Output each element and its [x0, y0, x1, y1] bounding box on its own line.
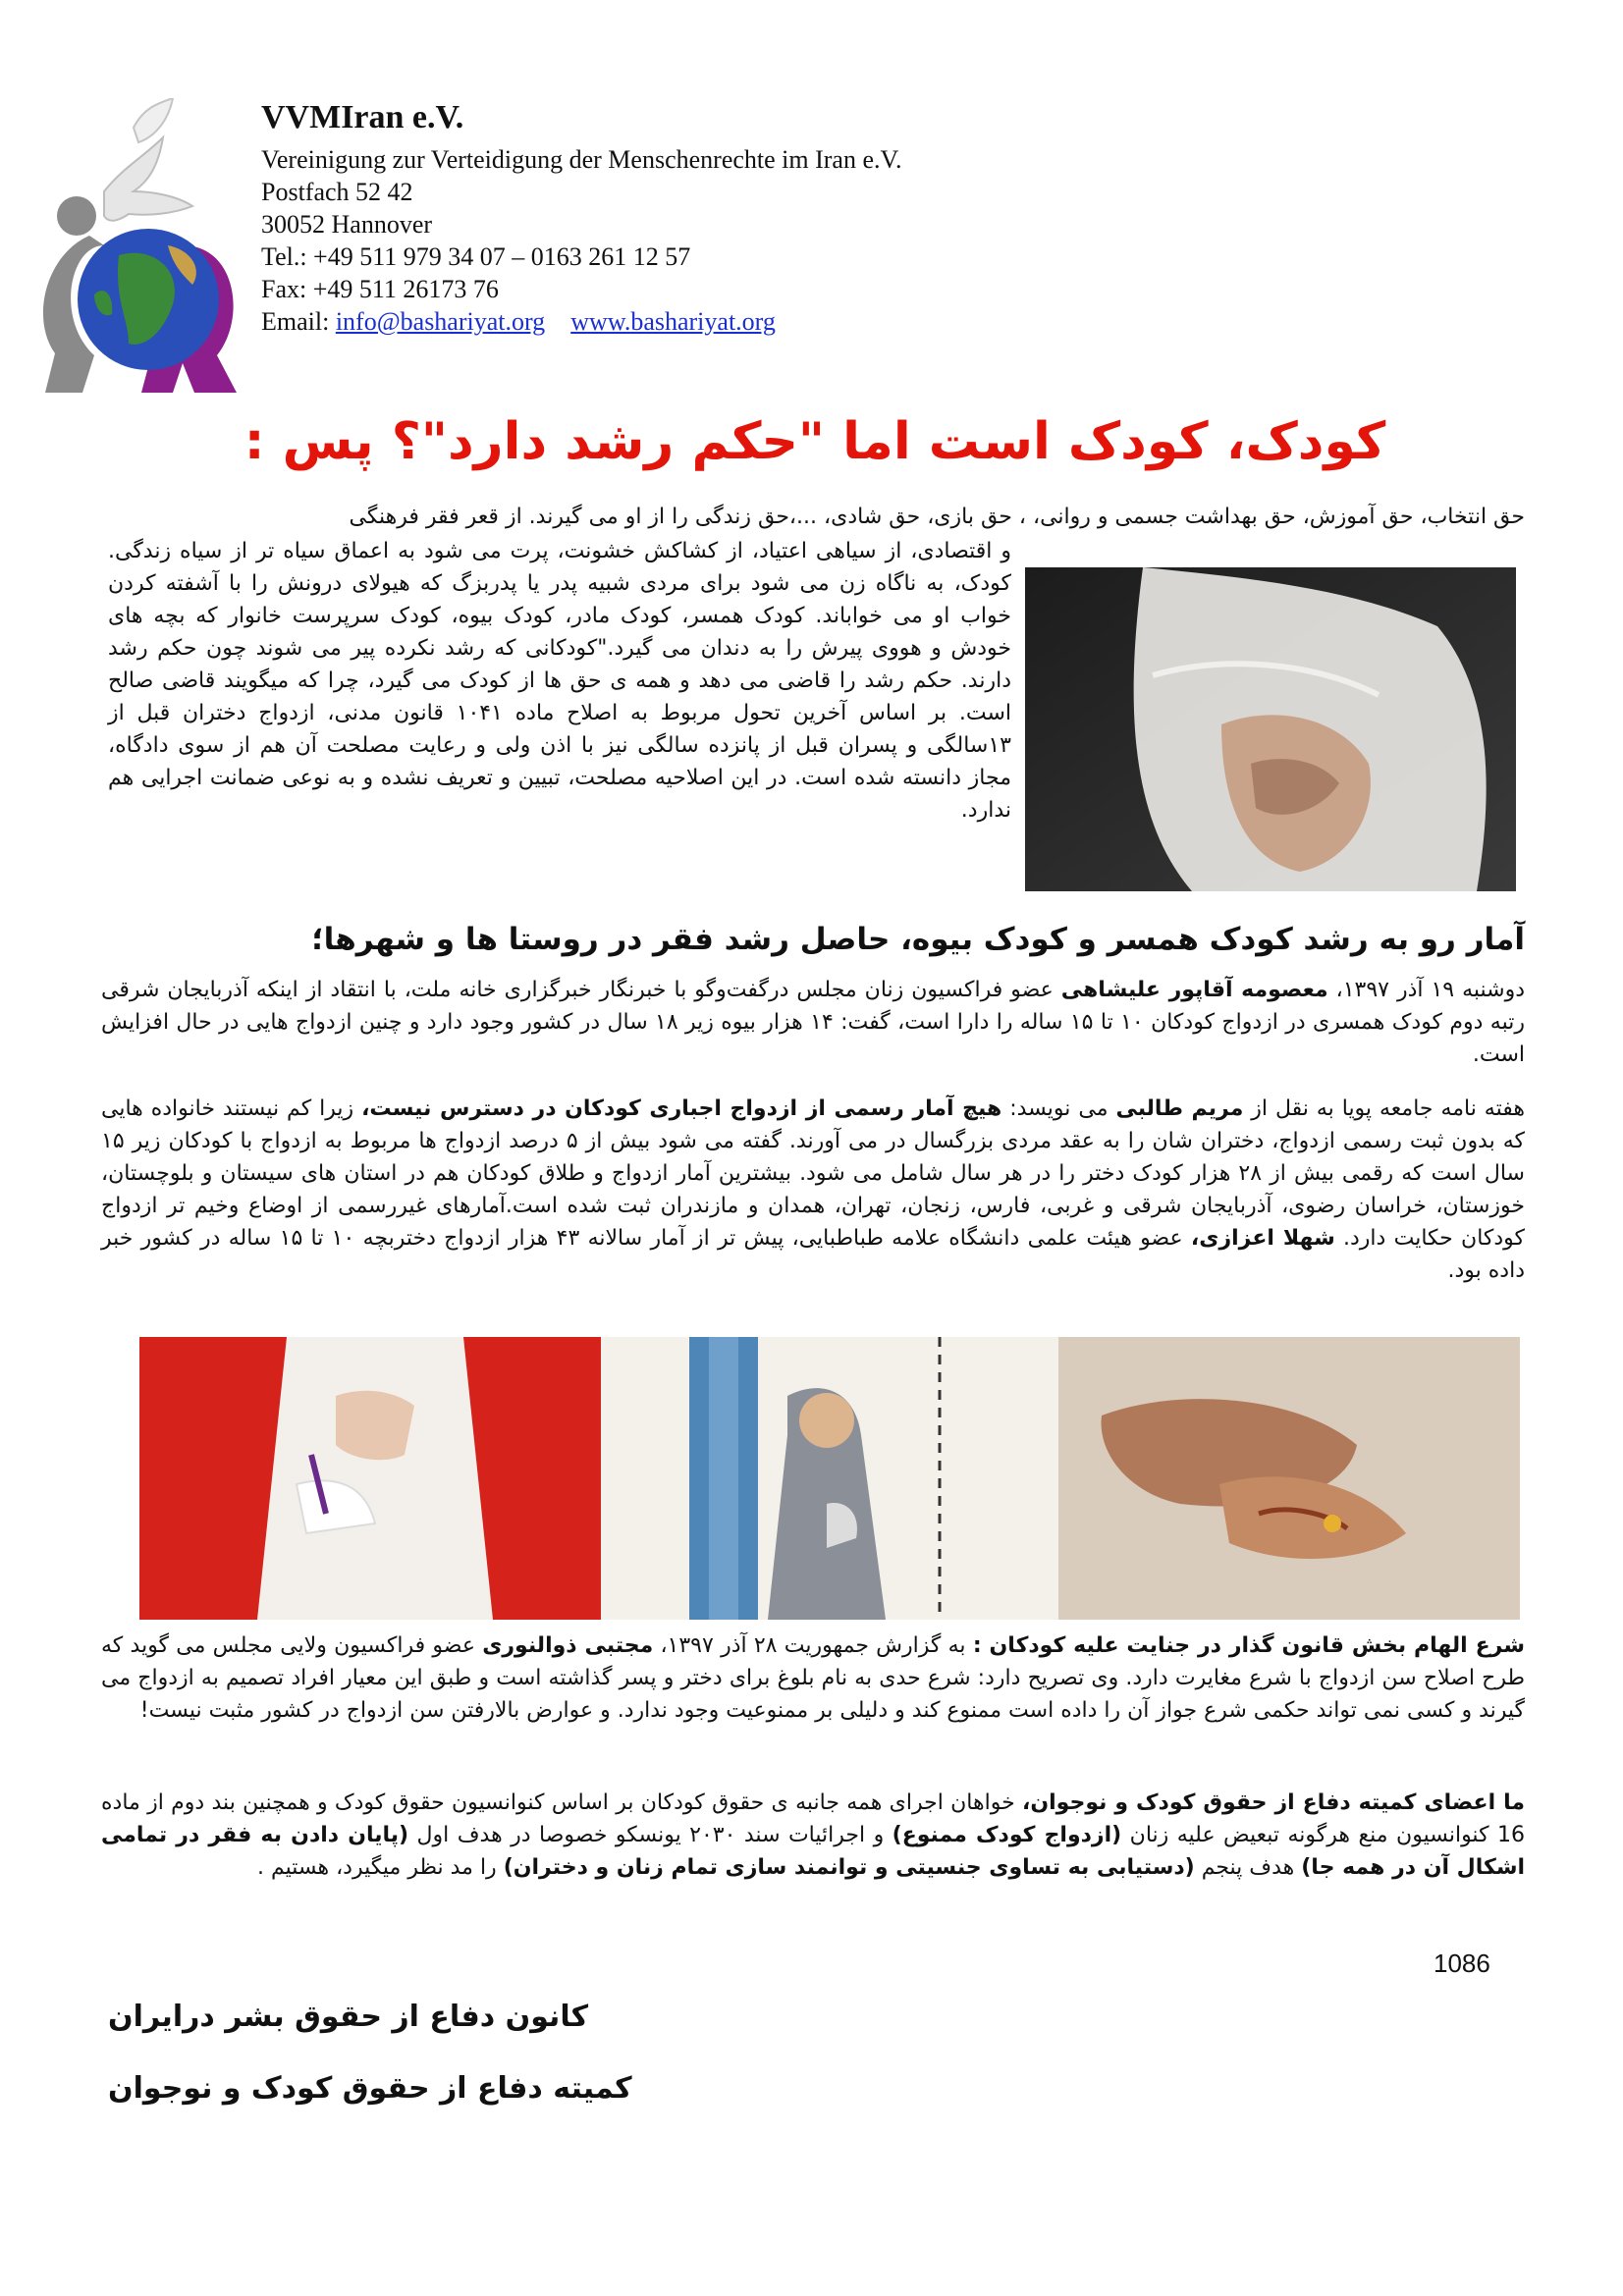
paragraph-statistics: [101, 974, 1525, 1071]
page-title: کودک، کودک است اما "حکم رشد دارد"؟ پس :: [243, 412, 1386, 471]
text: عضو فراکسیون زنان مجلس درگفت‌وگو با خبرنگار خبرگزاری خانه ملت، با انتقاد از اینکه آذربایجان شرقی رتبه دوم کودک همسری در ازدواج کودکان ۱۰ تا ۱۵ ساله را دارا است، گفت: ۱۴ هزار بیوه زیر ۱۸ سال در کشور وجود دارد و چنین ازدواج هایی در حال افزایش است.: [101, 978, 1525, 1067]
organization-logo: [35, 98, 261, 393]
text: عضو فراکسیون ولایی مجلس می گوید که طرح اصلاح سن ازدواج با شرع مغایرت دارد. وی تصریح دارد: شرع حدی به نام بلوغ برای دختر و پسر گذاشته است و طبق این معیار افراد تصمیم به ازدواج می گیرند و کسی نمی تواند حکمی شرع جواز آن را داده است ممنوع کند و دلیلی بر ممنوعیت وجود ندارد. و عوارض بالارفتن سن ازدواج در کشور مثبت نیست!: [101, 1633, 1525, 1723]
photo-collage: [139, 1337, 1520, 1620]
postfach: Postfach 52 42: [261, 178, 413, 206]
bold-name: معصومه آقاپور علیشاهی: [1060, 978, 1328, 1002]
bold-heading: ما اعضای کمیته دفاع از حقوق کودک و نوجوان،: [1022, 1790, 1525, 1815]
city: 30052 Hannover: [261, 210, 433, 239]
letterhead: [35, 98, 1115, 393]
bold-phrase: (ازدواج کودک ممنوع): [892, 1823, 1122, 1847]
bold-name: شهلا اعزازی،: [1190, 1226, 1335, 1251]
text: عضو هیئت علمی دانشگاه علامه طباطبایی، پیش تر از آمار سالانه ۴۳ هزار ازدواج دختربچه ۱۰ تا ۱۵ ساله در کشور خبر داده بود.: [101, 1226, 1525, 1283]
henna-hands-photo: [1058, 1337, 1520, 1620]
text: می نویسد:: [1001, 1096, 1116, 1121]
page-number: 1086: [1434, 1949, 1490, 1978]
text: هدف پنجم: [1194, 1855, 1302, 1880]
bold-heading: شرع الهام بخش قانون گذار در جنایت علیه کودکان :: [972, 1633, 1525, 1658]
org-full-name: Vereinigung zur Verteidigung der Menschenrechte im Iran e.V.: [261, 145, 902, 174]
bold-phrase: (پایان دادن به فقر در تمامی اشکال آن در همه جا): [101, 1823, 1525, 1880]
text: به گزارش جمهوریت ۲۸ آذر ۱۳۹۷،: [653, 1633, 973, 1658]
paragraph-sharia: [101, 1629, 1525, 1727]
child-bride-photo: [1025, 567, 1516, 891]
bride-shoe-photo: [139, 1337, 601, 1620]
telephone: Tel.: +49 511 979 34 07 – 0163 261 12 57: [261, 242, 691, 271]
cartoon-illustration: [601, 1337, 1058, 1620]
bold-phrase: (دستیابی به تساوی جنسیتی و توانمند سازی تمام زنان و دختران): [503, 1855, 1195, 1880]
text: زیرا کم نیستند خانواده هایی که بدون ثبت رسمی ازدواج، دختران شان را به عقد مردی بزرگسال در می آورند. گفته می شود بیش از ۵ درصد ازدواج ها مربوط به ازدواج با کودکان زیر ۱۵ سال است که رقمی بیش از ۲۸ هزار کودک دختر را در هر سال شامل می شود. بیشترین آمار ازدواج و طلاق کودکان هم در استان های سیستان و بلوچستان، خوزستان، خراسان رضوی، آذربایجان شرقی و غربی، فارس، زنجان، تهران، همدان و مازندران ثبت شده است.آمارهای غیررسمی از اوضاع وخیم تر ازدواج کودکان حکایت دارد.: [101, 1096, 1526, 1251]
email-label: Email:: [261, 307, 336, 336]
signature-committee: کمیته دفاع از حقوق کودک و نوجوان: [108, 2071, 632, 2106]
email-link[interactable]: info@bashariyat.org: [335, 307, 546, 336]
email-line: [261, 305, 901, 338]
bold-name: مریم طالبی: [1115, 1096, 1244, 1121]
organization-details: [261, 98, 901, 338]
intro-first-line: حق انتخاب، حق آموزش، حق بهداشت جسمی و روانی، ، حق بازی، حق شادی، ...،حق زندگی را از او می گیرند. از قعر فقر فرهنگی: [349, 505, 1525, 529]
intro-paragraph: و اقتصادی، از سیاهی اعتیاد، از کشاکش خشونت، پرت می شود به اعماق سیاه تر از سیاه زندگی. کودک، به ناگاه زن می شود برای مردی شبیه پدر یا پدربزگ که هیولای درونش را با آشفته کردن خواب او می خواباند. کودک همسر، کودک مادر، کودک بیوه، کودک سرپرست خانوار که بچه های خودش و هووی پیرش را به دندان می گیرد."کودکانی که رشد نکرده پیر می شوند چون حکم رشد دارند. حکم رشد را قاضی می دهد و همه ی حق ها از کودک می گیرد، چرا که میگویند قاضی صالح است. بر اساس آخرین تحول مربوط به اصلاح ماده ۱۰۴۱ قانون مدنی، ازدواج دختران قبل از ۱۳سالگی و پسران قبل از پانزده سالگی نیز با اذن ولی و رعایت مصلحت آن هم از سوی دادگاه، مجاز دانسته شده است. در این اصلاحیه مصلحت، تبیین و تعریف نشده و به نوعی ضمانت اجرایی هم ندارد.: [108, 539, 1011, 823]
paragraph-unofficial-statistics: [101, 1093, 1525, 1287]
bold-name: مجتبی ذوالنوری: [482, 1633, 654, 1658]
paragraph-demands: [101, 1787, 1525, 1884]
text: دوشنبه ۱۹ آذر ۱۳۹۷،: [1327, 978, 1525, 1002]
text: و اجرائیات سند ۲۰۳۰ یونسکو خصوصا در هدف اول: [408, 1823, 893, 1847]
bold-statement: هیچ آمار رسمی از ازدواج اجباری کودکان در دسترس نیست،: [361, 1096, 1002, 1121]
signature-org: کانون دفاع از حقوق بشر درایران: [108, 2000, 589, 2034]
text: هفته نامه جامعه پویا به نقل از: [1243, 1096, 1525, 1121]
text: را مد نظر میگیرد، هستیم .: [256, 1855, 504, 1880]
text: خواهان اجرای همه جانبه ی حقوق کودکان بر اساس کنوانسیون حقوق کودک و همچنین بند دوم از ماده 16 کنوانسیون منع هرگونه تبعیض علیه زنان: [101, 1790, 1526, 1847]
fax: Fax: +49 511 26173 76: [261, 275, 499, 303]
org-name: VVMIran e.V.: [261, 99, 464, 135]
website-link[interactable]: www.bashariyat.org: [570, 307, 776, 336]
section-heading: آمار رو به رشد کودک همسر و کودک بیوه، حاصل رشد فقر در روستا ها و شهرها؛: [311, 922, 1525, 957]
